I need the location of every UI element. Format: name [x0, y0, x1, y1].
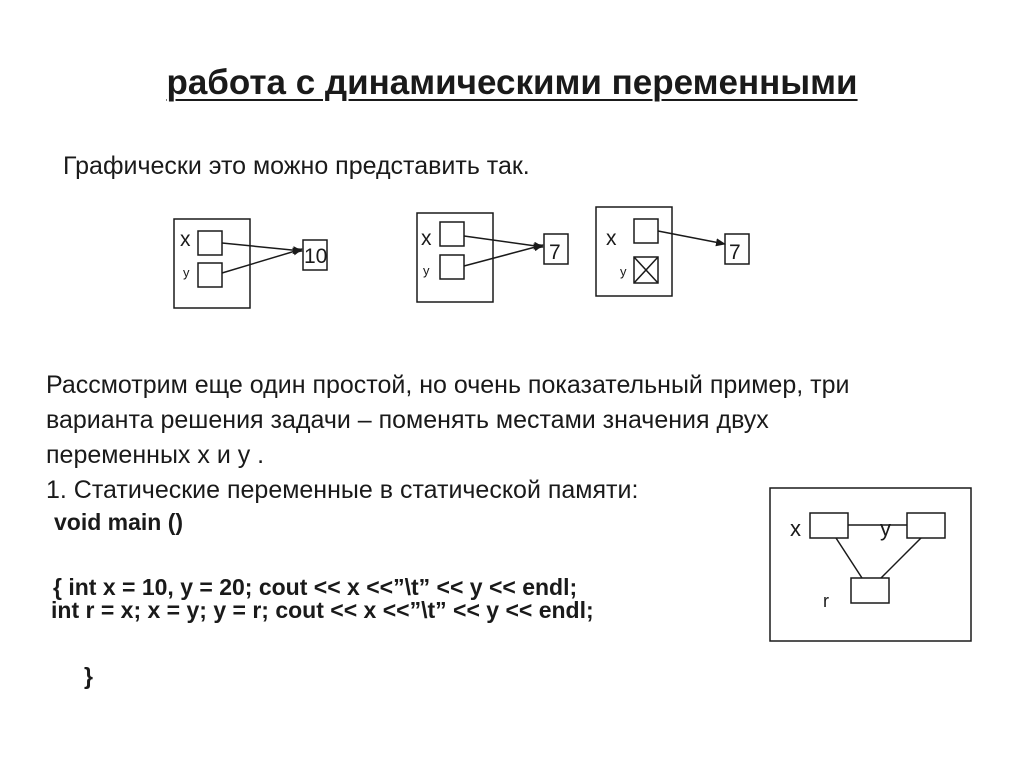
label-y: y: [423, 263, 430, 278]
label-x: x: [606, 227, 617, 250]
label-x: x: [180, 228, 191, 251]
paragraph-line: Рассмотрим еще один простой, но очень показательный пример, три: [46, 371, 850, 399]
link-y-r: [881, 538, 921, 578]
pointer-x-cell: [634, 219, 658, 243]
swap-diagram: [770, 488, 971, 641]
arrow-x: [222, 243, 302, 251]
label-y: y: [620, 264, 627, 279]
arrow-x: [464, 236, 543, 247]
arrow-y: [222, 249, 302, 273]
code-line-2: { int x = 10, y = 20; cout << x <<”\t” << y << endl;: [53, 574, 578, 600]
paragraph-line: 1. Статические переменные в статической памяти:: [46, 476, 639, 504]
label-x: x: [421, 227, 432, 250]
code-line-4: }: [84, 663, 93, 689]
arrow-y: [464, 245, 543, 266]
cell-y: [907, 513, 945, 538]
pointer-y-cell: [198, 263, 222, 287]
subtitle: Графически это можно представить так.: [63, 152, 530, 180]
label-y: y: [880, 516, 891, 541]
label-y: y: [183, 265, 190, 280]
paragraph-line: варианта решения задачи – поменять местами значения двух: [46, 406, 769, 434]
link-x-r: [836, 538, 862, 578]
value-text: 7: [549, 241, 561, 264]
value-text: 10: [304, 245, 328, 268]
arrow-x: [658, 231, 725, 244]
swap-frame: [770, 488, 971, 641]
pointer-x-cell: [440, 222, 464, 246]
label-r: r: [823, 591, 829, 611]
code-line-1: void main (): [54, 509, 184, 535]
cell-r: [851, 578, 889, 603]
pointer-y-cell: [440, 255, 464, 279]
cell-x: [810, 513, 848, 538]
value-text: 7: [729, 241, 741, 264]
pointer-x-cell: [198, 231, 222, 255]
code-line-3: int r = x; x = y; y = r; cout << x <<”\t” << y << endl;: [51, 597, 594, 623]
memory-diagram-2: [417, 213, 568, 302]
memory-diagram-3: [596, 207, 749, 296]
paragraph-line: переменных x и y .: [46, 441, 265, 469]
page-title: работа с динамическими переменными: [166, 63, 858, 102]
label-x: x: [790, 516, 801, 541]
